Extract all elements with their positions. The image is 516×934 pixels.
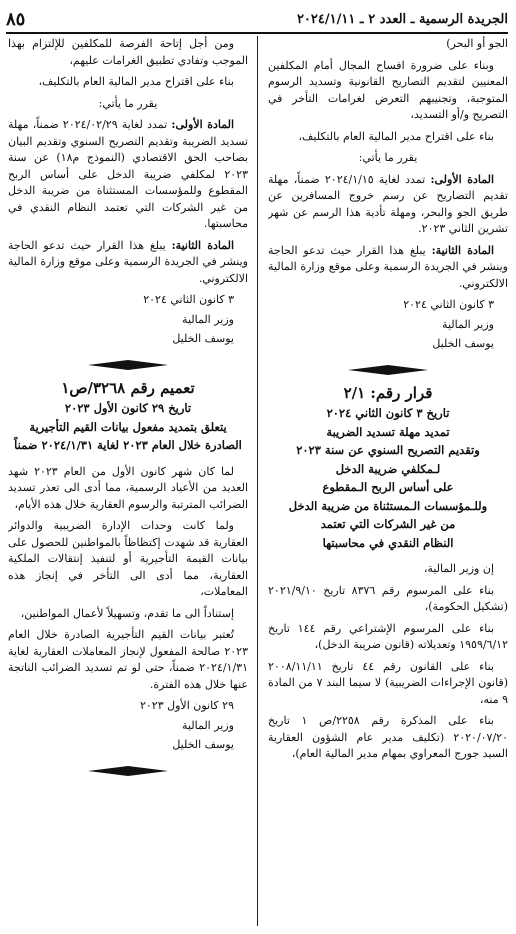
body-paragraph: ولما كانت وحدات الإدارة الضريبية والدوائر العقارية قد شهدت إكتظاظاً بالمواطنين للحصول على بيانات القيمة التأجيرية أو لتنفيذ إنتقالات الملكية العقارية، مما أدى الى التأخر في إنجاز هذه المعاملات، [8, 519, 248, 598]
decision-title-line: النظام النقدي في محاسبتها [322, 535, 454, 550]
circular-title-line: الصادرة خلال العام ٢٠٢٣ لغاية ٢٠٢٤/١/٣١ ضمناً [14, 438, 242, 452]
decision-title-line: وللـمؤسسات الـمستثناة من ضريبة الدخل [288, 498, 488, 513]
basis-item: بناء على المرسوم رقم ٨٣٧٦ تاريخ ٢٠٢١/٩/١٠ (تشكيل الحكومة)، [268, 583, 508, 613]
decides-line: يقرر ما يأتي: [98, 96, 158, 110]
article-1 [8, 117, 248, 233]
ornamental-divider-icon [8, 764, 248, 778]
article-2-label: المادة الثانية: [171, 238, 234, 252]
article-2-text: يبلغ هذا القرار حيث تدعو الحاجة وينشر في الجريدة الرسمية وعلى موقع وزارة المالية الالكتروني. [268, 243, 508, 290]
circular-heading [8, 380, 248, 454]
article-1-text: تمدد لغاية ٢٠٢٤/٠٢/٢٩ ضمناً، مهلة تسديد الضريبة وتقديم التصريح السنوي وتقديم البيان بصاحب الحق الاقتصادي (النموذج م١٨) عن سنة ٢٠٢٣ لمكلفي ضريبة الدخل على أساس الربح المقطوع وللمؤسسات المستثناة من ضريبة الدخل من غير الشركات التي تعتمد النظام النقدي في محاسبتها. [8, 118, 248, 230]
signature-name: يوسف الخليل [172, 332, 234, 345]
decision-title-line: لـمكلفي ضريبة الدخل [335, 461, 441, 476]
signature-name: يوسف الخليل [172, 738, 234, 751]
basis-item: بناء على المذكرة رقم ٢٢٥٨/ص ١ تاريخ ٢٠٢٠/٠٧/٢٠ (تكليف مدير عام الشؤون العقارية السيد جورج المعراوي بمهام مدير المالية العام)، [268, 714, 508, 760]
ornamental-divider-icon [8, 358, 248, 372]
signature-date: ٣ كانون الثاني ٢٠٢٤ [403, 298, 494, 311]
article-1-text: تمدد لغاية ٢٠٢٤/١/١٥ ضمناً، مهلة تقديم التصاريح عن رسم خروج المسافرين عن طريق الجو والبحر، ومهلة تأدية هذا الرسم عن شهر تشرين الثاني ٢٠٢٣. [268, 172, 508, 235]
left-column [8, 36, 248, 930]
decision-heading [268, 385, 508, 552]
body-paragraph: لما كان شهر كانون الأول من العام ٢٠٢٣ شهد العديد من الأعياد الرسمية، مما أدى الى تعذر تسديد الضرائب المترتبة والرسوم العقارية خلال هذه الأيام، [8, 464, 248, 511]
body-paragraph: إستناداً الى ما تقدم، وتسهيلاً لأعمال المواطنين، [20, 606, 234, 620]
intro-paragraph: ومن أجل إتاحة الفرصة للمكلفين للإلتزام بهذا الموجب وتفادي تطبيق الغرامات عليهم، [8, 37, 248, 67]
decision-date: تاريخ ٣ كانون الثاني ٢٠٢٤ [326, 406, 450, 420]
article-1-label: المادة الأولى: [430, 172, 495, 186]
proposal-line: بناء على اقتراح مدير المالية العام بالتكليف، [38, 75, 234, 88]
circular-number: تعميم رقم ٣٢٦٨/ص١ [61, 378, 195, 397]
article-2-label: المادة الثانية: [431, 243, 494, 257]
article-2 [8, 238, 248, 288]
article-2-text: يبلغ هذا القرار حيث تدعو الحاجة وينشر في الجريدة الرسمية وعلى موقع وزارة المالية الالكتروني. [8, 238, 248, 285]
ornamental-divider-icon [268, 363, 508, 377]
signature-date: ٣ كانون الثاني ٢٠٢٤ [143, 293, 234, 306]
signature-name: يوسف الخليل [432, 337, 494, 350]
basis-item: بناء على المرسوم الإشتراعي رقم ١٤٤ تاريخ ١٩٥٩/٦/١٢ وتعديلاته (قانون ضريبة الدخل)، [268, 621, 508, 651]
article-1-label: المادة الأولى: [171, 118, 235, 131]
column-divider [257, 36, 258, 926]
signature-date: ٢٩ كانون الأول ٢٠٢٣ [139, 699, 234, 712]
intro-tail: الجو أو البحر) [446, 37, 508, 50]
minister-intro: إن وزير المالية، [423, 562, 494, 575]
basis-item: بناء على القانون رقم ٤٤ تاريخ ٢٠٠٨/١١/١١ (قانون الإجراءات الضريبية) لا سيما البند ٧ من المادة ٩ منه، [268, 659, 508, 706]
article-1 [268, 172, 508, 238]
circular-title-line: يتعلق بتمديد مفعول بيانات القيم التأجيرية [29, 419, 227, 434]
decision-title-line: وتقديم التصريح السنوي عن سنة ٢٠٢٣ [296, 443, 480, 457]
decision-title-line: من غير الشركات التي تعتمد [320, 517, 456, 531]
decision-title-line: على أساس الربح الـمقطوع [322, 480, 454, 494]
body-paragraph: تُعتبر بيانات القيم التأجيرية الصادرة خلال العام ٢٠٢٣ صالحة المفعول لإنجاز المعاملات العقارية لغاية ٢٠٢٤/١/٣١ ضمناً، حتى لو تم تسديد الضرائب الناتجة عنها خلال هذه الفترة. [8, 628, 248, 691]
circular-date: تاريخ ٢٩ كانون الأول ٢٠٢٣ [64, 401, 192, 415]
signature-title: وزير المالية [182, 312, 234, 326]
decision-number: قرار رقم: ٢/١ [343, 383, 433, 402]
whereas-paragraph: وبناء على ضرورة افساح المجال أمام المكلفين المعنيين لتقديم التصاريح القانونية وتسديد الرسوم المتوجبة، وتجنيبهم التعرض لغرامات التأخر في التصريح و/أو التسديد، [268, 58, 508, 121]
proposal-line: بناء على اقتراح مدير المالية العام بالتكليف، [298, 129, 494, 143]
signature-title: وزير المالية [182, 718, 234, 732]
right-column [268, 36, 508, 930]
page-number: ٨٥ [6, 8, 26, 30]
signature-title: وزير المالية [442, 317, 494, 331]
gazette-title: الجريدة الرسمية ـ العدد ٢ ـ ٢٠٢٤/١/١١ [296, 11, 508, 27]
page-header [6, 6, 508, 34]
article-2 [268, 243, 508, 293]
decides-line: يقرر ما يأتي: [358, 151, 418, 164]
decision-title-line: تمديد مهلة تسديد الضريبة [326, 424, 450, 439]
